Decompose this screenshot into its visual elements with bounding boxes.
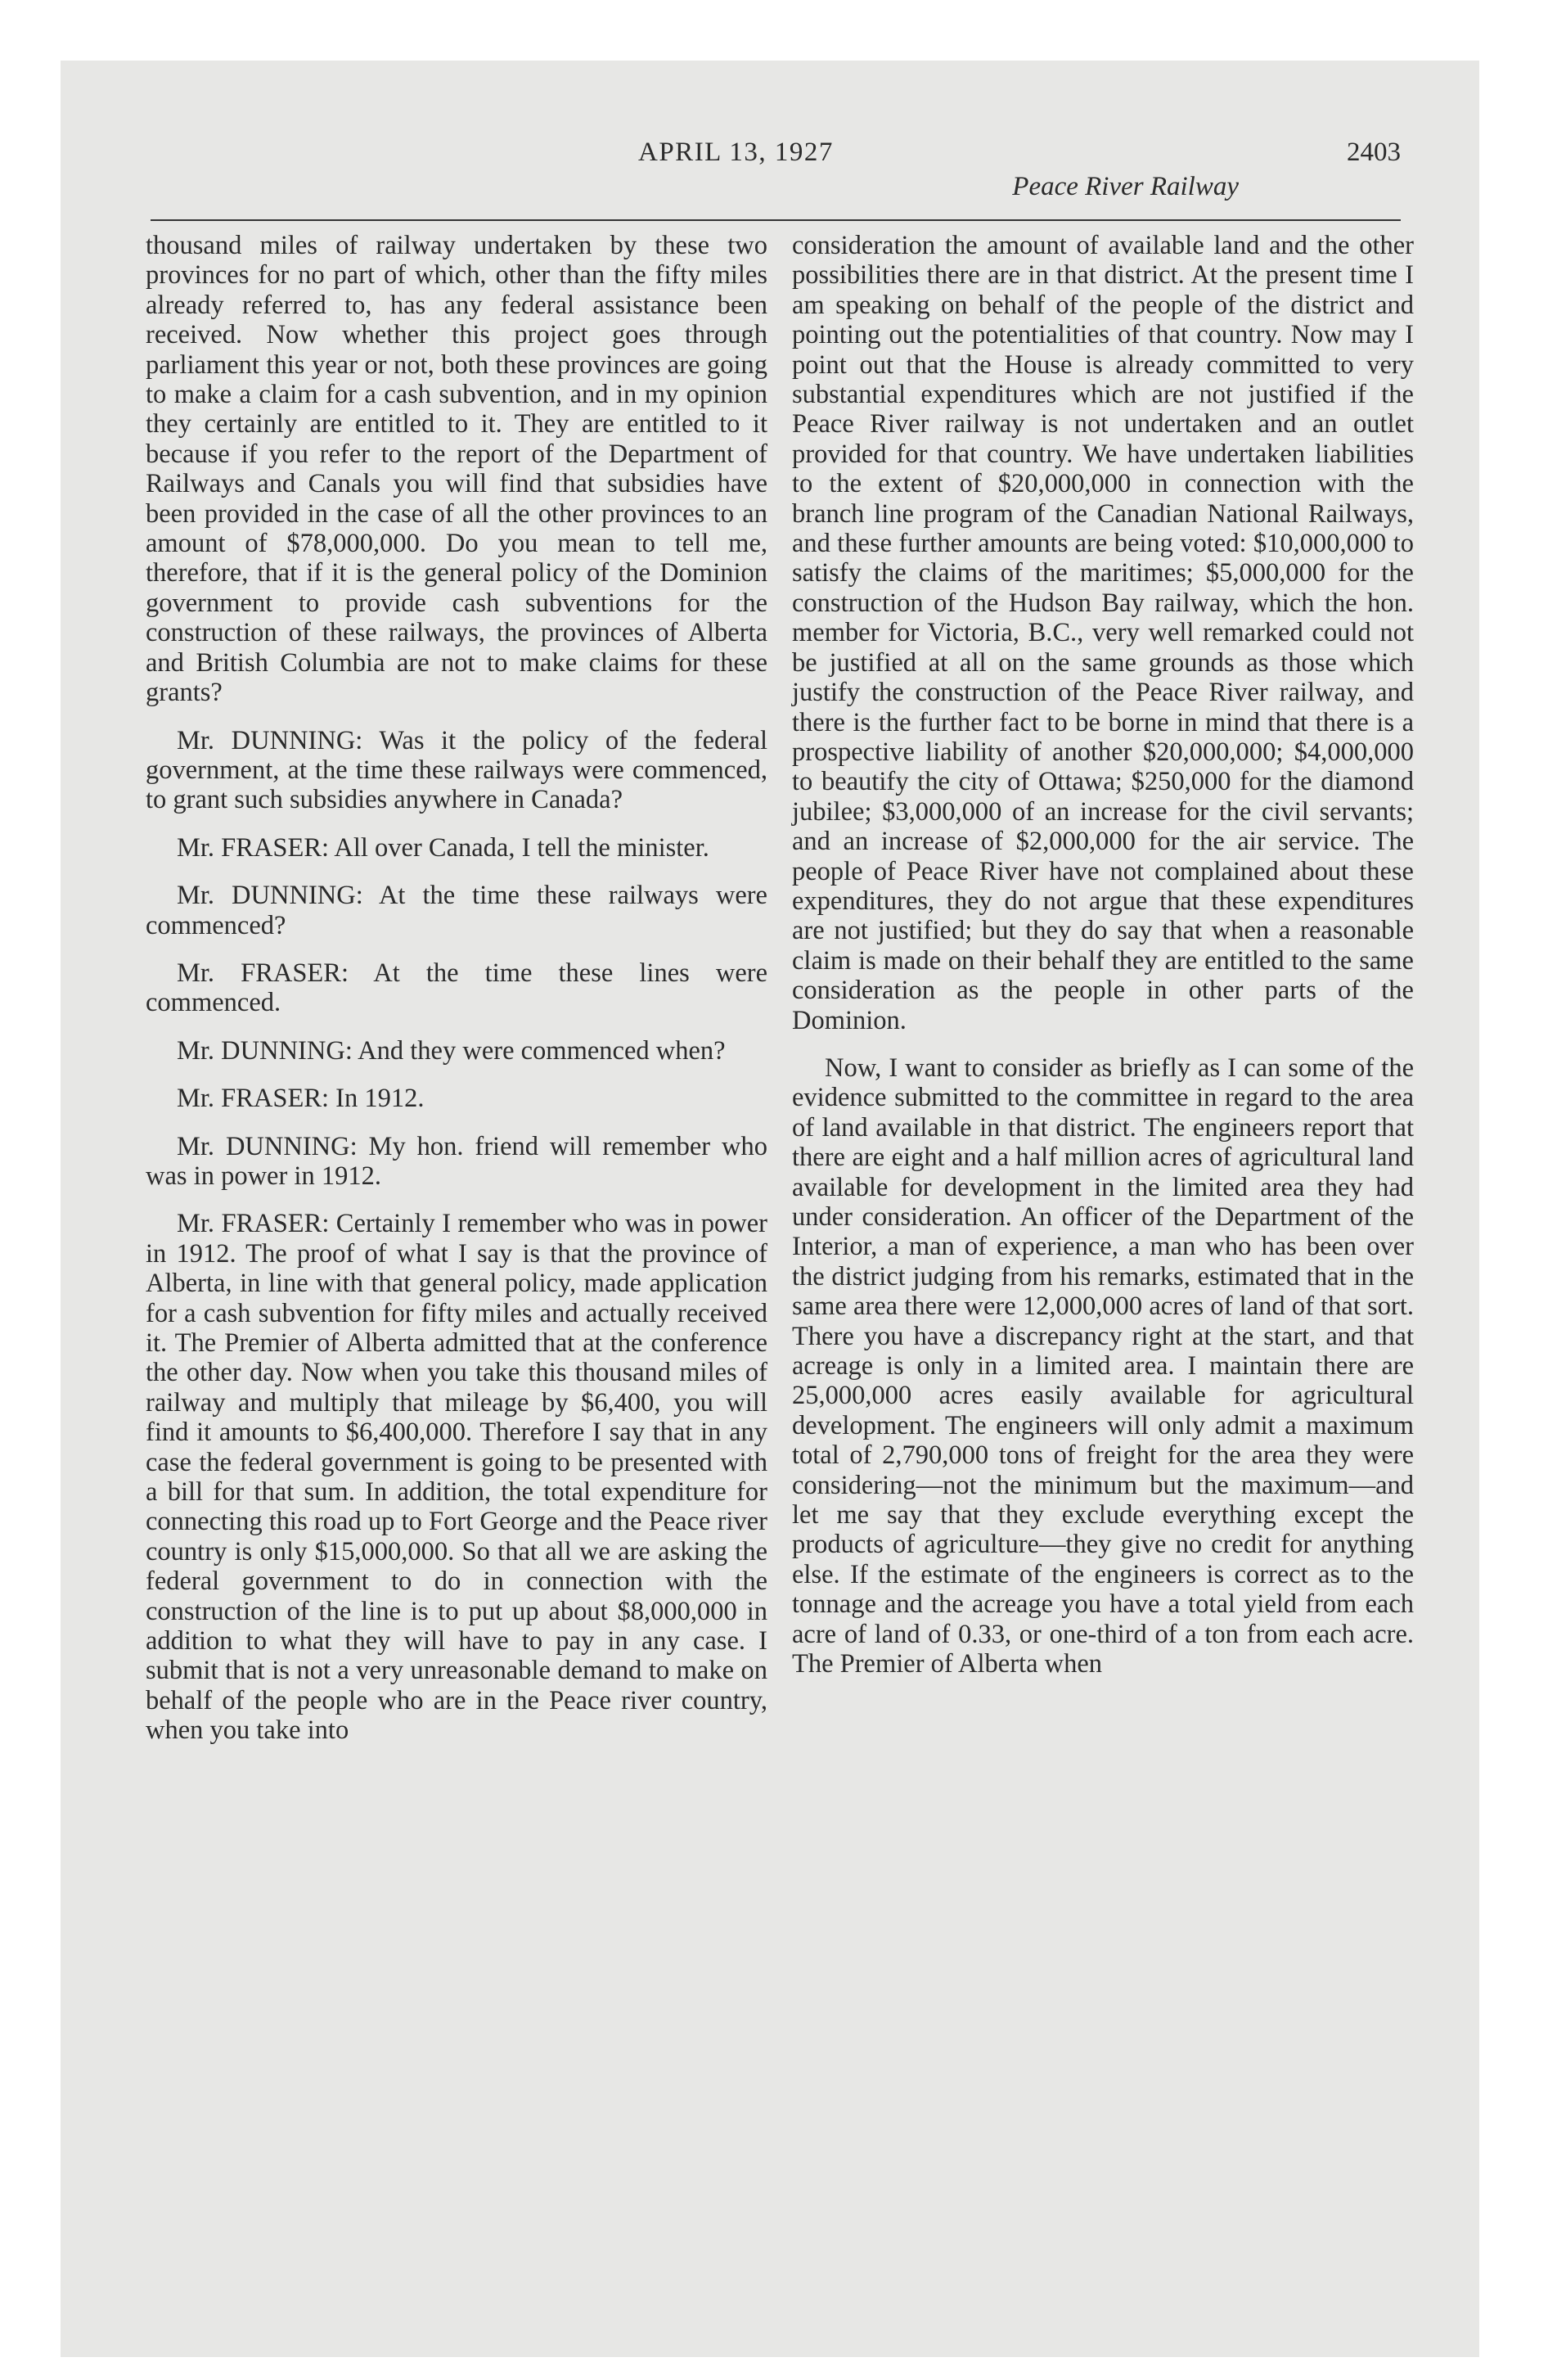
header-date: APRIL 13, 1927 [638, 137, 834, 167]
paragraph: Now, I want to consider as briefly as I can some of the evidence submitted to the committee in regard to the area of land available in that district. The engineers report that there are eight and a half million acres of agricultural land available for development in the limited area they had under consideration. An officer of the Department of the Interior, a man of experience, a man who has been over the district judging from his remarks, estimated that in the same area there were 12,000,000 acres of land of that sort. There you have a discrepancy right at the start, and that acreage is only in a limited area. I maintain there are 25,000,000 acres easily available for agricultural development. The engineers will only admit a maximum total of 2,790,000 tons of freight for the area they were considering—not the minimum but the maximum—and let me say that they exclude everything except the products of agriculture—they give no credit for anything else. If the estimate of the engineers is correct as to the tonnage and the acreage you have a total yield from each acre of land of 0.33, or one-third of a ton from each acre. The Premier of Alberta when [792, 1053, 1414, 1679]
paragraph: consideration the amount of available land and the other possibilities there are in that district. At the present time I am speaking on behalf of the people of the district and pointing out the potentialities of that country. Now may I point out that the House is already committed to very substantial expenditures which are not justified if the Peace River railway is not undertaken and an outlet provided for that country. We have undertaken liabilities to the extent of $20,000,000 in connection with the branch line program of the Canadian National Railways, and these further amounts are being voted: $10,000,000 to satisfy the claims of the maritimes; $5,000,000 for the construction of the Hudson Bay railway, which the hon. member for Victoria, B.C., very well remarked could not be justified at all on the same grounds as those which justify the construction of the Peace River railway, and there is the further fact to be borne in mind that there is a prospective liability of another $20,000,000; $4,000,000 to beautify the city of Ottawa; $250,000 for the diamond jubilee; $3,000,000 of an increase for the civil servants; and an increase of $2,000,000 for the air service. The people of Peace River have not complained about these expenditures, they do not argue that these expenditures are not justified; but they do say that when a reasonable claim is made on their behalf they are entitled to the same consideration as the people in other parts of the Dominion. [792, 231, 1414, 1035]
paragraph: Mr. FRASER: All over Canada, I tell the minister. [177, 832, 709, 863]
paragraph: Mr. FRASER: Certainly I remember who was in power in 1912. The proof of what I say is that the province of Alberta, in line with that general policy, made application for a cash subvention for fifty miles and actually received it. The Premier of Alberta admitted that at the conference the other day. Now when you take this thousand miles of railway and multiply that mileage by $6,400, you will find it amounts to $6,400,000. Therefore I say that in any case the federal government is going to be presented with a bill for that sum. In addition, the total expenditure for connecting this road up to Fort George and the Peace river country is only $15,000,000. So that all we are asking the federal government to do in connection with the construction of the line is to put up about $8,000,000 in addition to what they will have to pay in any case. I submit that is not a very unreasonable demand to make on behalf of the people who are in the Peace river country, when you take into [146, 1209, 767, 1746]
left-column [146, 231, 767, 1746]
paragraph: Mr. DUNNING: My hon. friend will remember who was in power in 1912. [146, 1131, 767, 1191]
running-title: Peace River Railway [1012, 172, 1239, 201]
paragraph: Mr. FRASER: At the time these lines were commenced. [146, 958, 767, 1018]
paragraph: Mr. DUNNING: Was it the policy of the federal government, at the time these railways were commenced, to grant such subsidies anywhere in Canada? [146, 725, 767, 815]
paragraph: Mr. DUNNING: At the time these railways were commenced? [146, 881, 767, 940]
page-header [151, 137, 1401, 213]
paragraph: Mr. DUNNING: And they were commenced when? [177, 1035, 726, 1066]
paragraph: thousand miles of railway undertaken by these two provinces for no part of which, other than the fifty miles already referred to, has any federal assistance been received. Now whether this project goes through parliament this year or not, both these provinces are going to make a claim for a cash subvention, and in my opinion they certainly are entitled to it. They are entitled to it because if you refer to the report of the Department of Railways and Canals you will find that subsidies have been provided in the case of all the other provinces to an amount of $78,000,000. Do you mean to tell me, therefore, that if it is the general policy of the Dominion government to provide cash subventions for the construction of these railways, the provinces of Alberta and British Columbia are not to make claims for these grants? [146, 231, 767, 708]
header-rule [151, 219, 1401, 221]
page-number: 2403 [1347, 137, 1401, 167]
paragraph: Mr. FRASER: In 1912. [177, 1084, 425, 1114]
right-column [792, 231, 1414, 1679]
